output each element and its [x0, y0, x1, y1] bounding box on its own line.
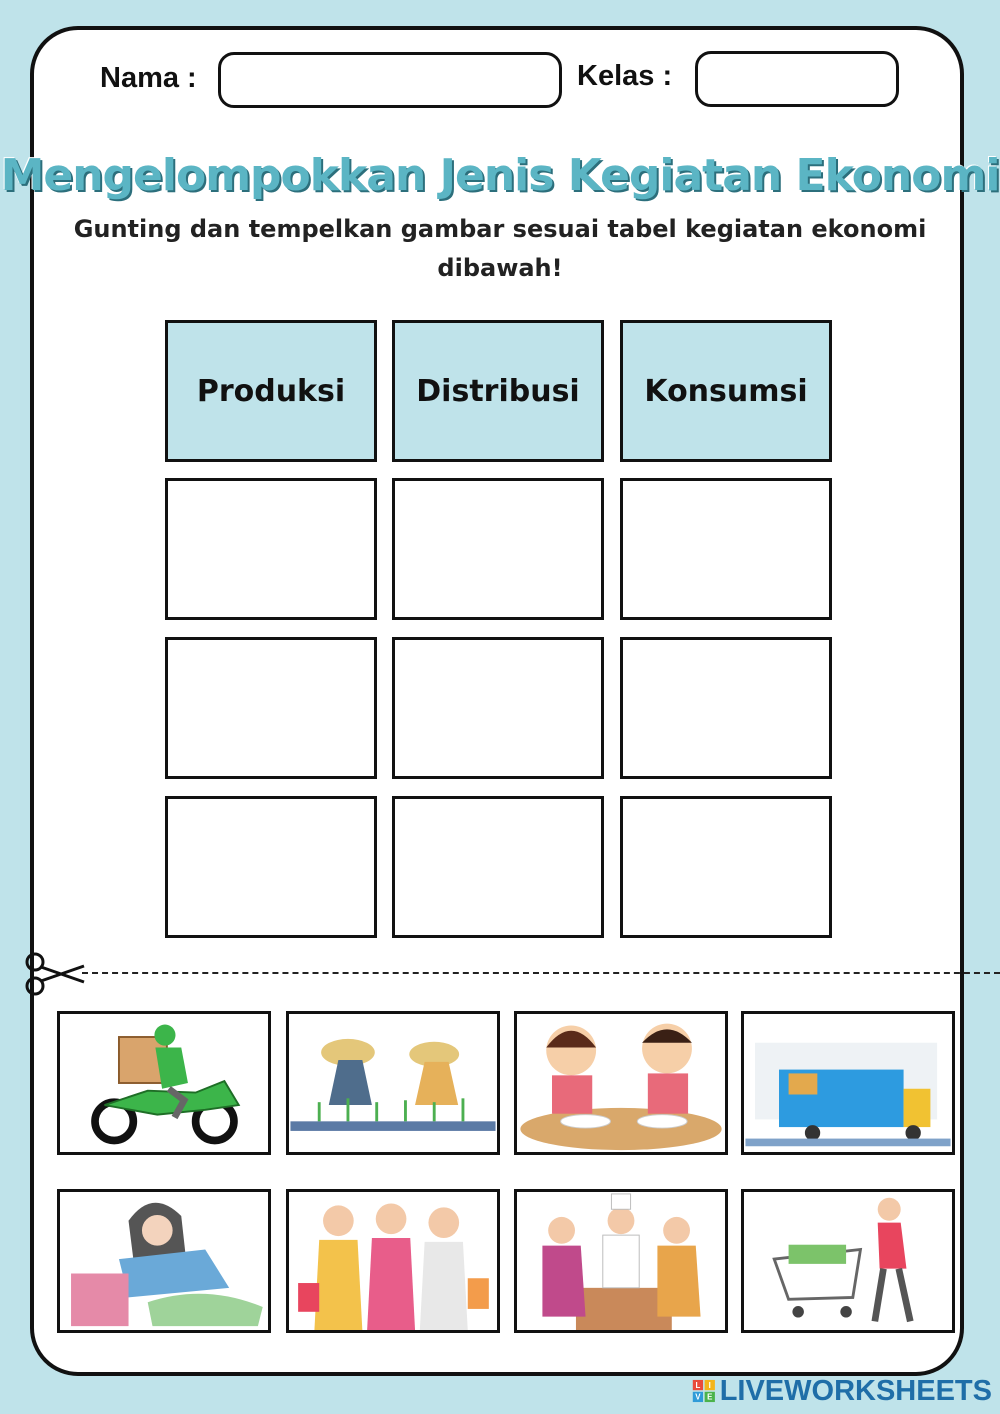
nama-input[interactable] — [218, 52, 562, 108]
card-shopping-cart[interactable] — [741, 1189, 955, 1333]
rice-planting-icon — [289, 1014, 497, 1152]
card-chef-cooking[interactable] — [514, 1189, 728, 1333]
logo-letter-i: I — [708, 1380, 711, 1390]
chef-cooking-icon — [517, 1192, 725, 1330]
page-title: Mengelompokkan Jenis Kegiatan Ekonomi — [0, 150, 1000, 201]
card-shopping-friends[interactable] — [286, 1189, 500, 1333]
card-children-eating[interactable] — [514, 1011, 728, 1155]
drop-cell-distribusi-3[interactable] — [392, 796, 604, 938]
card-sewing[interactable] — [57, 1189, 271, 1333]
instruction-text: Gunting dan tempelkan gambar sesuai tabel kegiatan ekonomi dibawah! — [73, 215, 927, 282]
drop-cell-produksi-1[interactable] — [165, 478, 377, 620]
column-header-produksi: Produksi — [165, 320, 377, 462]
card-delivery-truck[interactable] — [741, 1011, 955, 1155]
delivery-truck-icon — [744, 1014, 952, 1152]
drop-cell-konsumsi-2[interactable] — [620, 637, 832, 779]
drop-cell-konsumsi-1[interactable] — [620, 478, 832, 620]
scissors-icon — [24, 952, 86, 996]
logo-letter-l: L — [695, 1380, 701, 1390]
logo-letter-v: V — [695, 1392, 701, 1402]
cut-line — [82, 972, 1000, 974]
shopping-friends-icon — [289, 1192, 497, 1330]
kelas-input[interactable] — [695, 51, 899, 107]
sewing-machine-icon — [60, 1192, 268, 1330]
drop-cell-konsumsi-3[interactable] — [620, 796, 832, 938]
column-header-distribusi: Distribusi — [392, 320, 604, 462]
liveworksheets-logo — [692, 1375, 992, 1407]
drop-cell-distribusi-1[interactable] — [392, 478, 604, 620]
card-motorbike-courier[interactable] — [57, 1011, 271, 1155]
kelas-label: Kelas : — [577, 60, 673, 92]
drop-cell-produksi-3[interactable] — [165, 796, 377, 938]
motorbike-courier-icon — [60, 1014, 268, 1152]
shopping-cart-icon — [744, 1192, 952, 1330]
logo-letter-e: E — [707, 1392, 713, 1402]
liveworksheets-logo-icon — [692, 1376, 716, 1406]
children-eating-icon — [517, 1014, 725, 1152]
nama-label: Nama : — [100, 62, 197, 94]
drop-cell-produksi-2[interactable] — [165, 637, 377, 779]
drop-cell-distribusi-2[interactable] — [392, 637, 604, 779]
card-rice-planting[interactable] — [286, 1011, 500, 1155]
column-header-konsumsi: Konsumsi — [620, 320, 832, 462]
brand-name: LIVEWORKSHEETS — [719, 1374, 992, 1407]
